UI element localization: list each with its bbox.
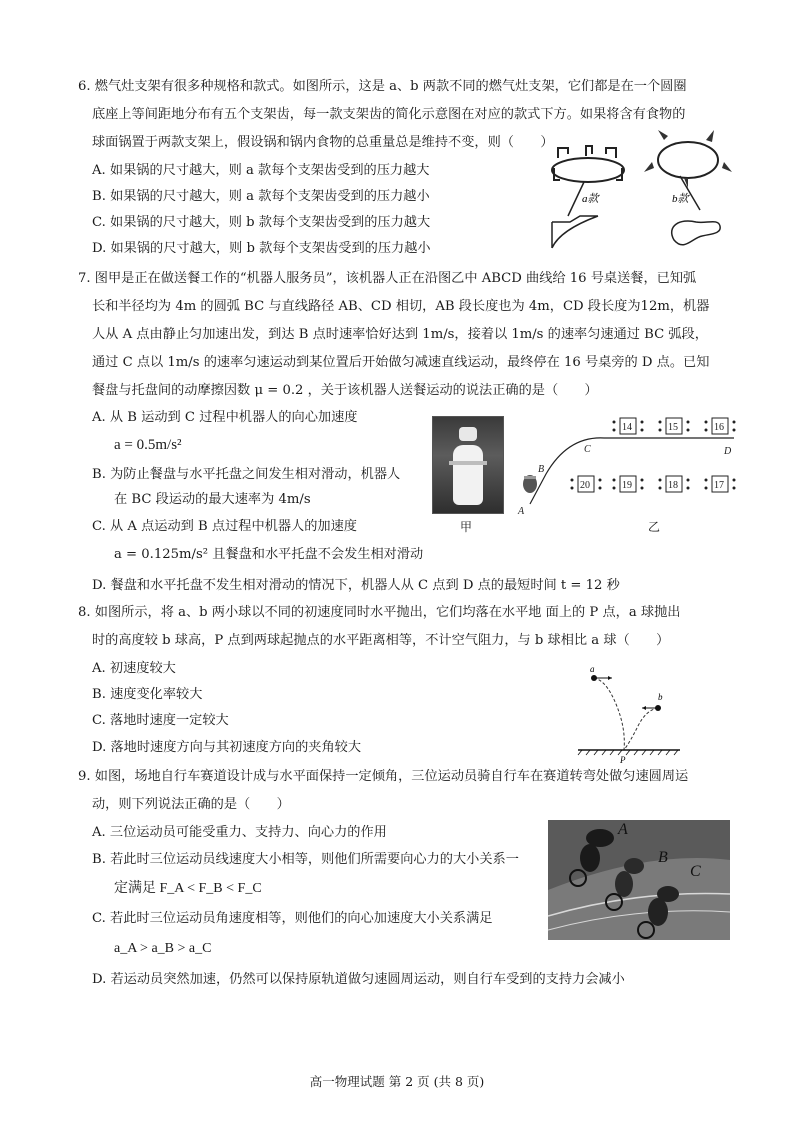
tables-top [613, 418, 736, 434]
q7-stem-line-1: 7. 图甲是正在做送餐工作的“机器人服务员”，该机器人正在沿图乙中 ABCD 曲线给 16 号桌送餐，已知弧 [78, 271, 697, 286]
q8-option-a: A. 初速度较大 [92, 661, 176, 676]
label-ball-b: b [658, 692, 663, 702]
q7-stem-line-3: 人从 A 点由静止匀加速出发，到达 B 点时速率恰好达到 1m/s，接着以 1m/s 的速率匀速通过 BC 弧段， [92, 327, 708, 342]
stand-b-drawing [658, 142, 718, 178]
q9-option-c-line-2: a_A > a_B > a_C [114, 941, 212, 956]
q7-stem-line-2: 长和半径均为 4m 的圆弧 BC 与直线路径 AB、CD 相切，AB 段长度也为 4m，CD 段长度为12m，机器 [92, 299, 710, 314]
label-ball-a: a [590, 664, 595, 674]
stand-b-tooth-sketch [672, 221, 721, 245]
q9-option-d: D. 若运动员突然加速，仍然可以保持原轨道做匀速圆周运动，则自行车受到的支持力会减小 [92, 972, 625, 987]
point-a: A [518, 506, 525, 516]
q9-cycling-photo [548, 820, 730, 940]
table-19 [613, 476, 644, 492]
q6-stem-line-3: 球面锅置于两款支架上，假设锅和锅内食物的总重量总是维持不变，则（ ） [92, 135, 554, 150]
q6-option-c: C. 如果锅的尺寸越大，则 b 款每个支架齿受到的压力越大 [92, 215, 431, 230]
q7-option-b: B. 为防止餐盘与水平托盘之间发生相对滑动，机器人 [92, 467, 401, 482]
table-20 [571, 476, 602, 492]
q7-option-a-formula: a = 0.5m/s² [114, 437, 182, 453]
q8-option-c: C. 落地时速度一定较大 [92, 713, 229, 728]
q7-path-diagram [512, 412, 744, 516]
q7-option-a: A. 从 B 运动到 C 过程中机器人的向心加速度 [92, 410, 358, 425]
label-cyclist-b: B [658, 849, 668, 866]
table-14 [613, 418, 644, 434]
table-17 [705, 476, 736, 492]
q9-option-c: C. 若此时三位运动员角速度相等，则他们的向心加速度大小关系满足 [92, 911, 493, 926]
q7-fig-label-yi: 乙 [648, 520, 661, 534]
q8-stem-line-2: 时的高度较 b 球高，P 点到两球起抛点的水平距离相等，不计空气阻力，与 b 球相比 a 球（ ） [92, 633, 670, 648]
label-b: b款 [672, 193, 689, 205]
label-a: a款 [582, 193, 599, 205]
svg-text:14: 14 [622, 422, 632, 433]
svg-text:17: 17 [714, 480, 724, 491]
robot-icon-small [523, 475, 537, 493]
q7-option-c-line-2: a = 0.125m/s² 且餐盘和水平托盘不会发生相对滑动 [114, 547, 424, 562]
svg-text:18: 18 [668, 480, 678, 491]
q7-stem-line-5: 餐盘与托盘间的动摩擦因数 μ = 0.2 ，关于该机器人送餐运动的说法正确的是（ ） [92, 383, 598, 398]
table-16 [705, 418, 736, 434]
q8-projectile-figure [576, 664, 686, 764]
point-c: C [584, 444, 591, 455]
page-footer: 高一物理试题 第 2 页 (共 8 页) [309, 1074, 485, 1089]
q8-option-b: B. 速度变化率较大 [92, 687, 203, 702]
stand-a-drawing [552, 146, 624, 182]
q6-option-a: A. 如果锅的尺寸越大，则 a 款每个支架齿受到的压力越大 [92, 163, 430, 178]
robot-head [459, 427, 477, 441]
label-point-p: P [620, 755, 626, 764]
q6-option-d: D. 如果锅的尺寸越大，则 b 款每个支架齿受到的压力越小 [92, 241, 431, 256]
robot-body [453, 445, 483, 505]
q7-fig-label-jia: 甲 [460, 520, 473, 534]
q6-stem-line-2: 底座上等间距地分布有五个支架齿，每一款支架齿的简化示意图在对应的款式下方。如果将含有食物的 [92, 107, 686, 122]
label-cyclist-c: C [690, 863, 701, 880]
q9-stem-line-2: 动，则下列说法正确的是（ ） [92, 797, 290, 812]
q6-stove-stand-figure [546, 130, 746, 250]
point-b: B [538, 464, 545, 475]
q7-option-c: C. 从 A 点运动到 B 点过程中机器人的加速度 [92, 519, 357, 534]
q6-stem-line-1: 6. 燃气灶支架有很多种规格和款式。如图所示，这是 a、b 两款不同的燃气灶支架，它们都是在一个圆圈 [78, 79, 687, 94]
robot-photo [432, 416, 504, 514]
q9-option-b: B. 若此时三位运动员线速度大小相等，则他们所需要向心力的大小关系一 [92, 852, 519, 867]
svg-text:16: 16 [714, 422, 724, 433]
robot-tray [449, 461, 487, 465]
trajectory-a [594, 678, 624, 750]
q8-option-d: D. 落地时速度方向与其初速度方向的夹角较大 [92, 740, 362, 755]
q6-option-b: B. 如果锅的尺寸越大，则 a 款每个支架齿受到的压力越小 [92, 189, 430, 204]
table-15 [659, 418, 690, 434]
q9-stem-line-1: 9. 如图，场地自行车赛道设计成与水平面保持一定倾角，三位运动员骑自行车在赛道转弯处做匀速圆周运 [78, 769, 689, 784]
trajectory-b [624, 708, 658, 750]
point-d: D [724, 446, 732, 457]
table-18 [659, 476, 690, 492]
q8-stem-line-1: 8. 如图所示，将 a、b 两小球以不同的初速度同时水平抛出，它们均落在水平地 面上的 P 点，a 球抛出 [78, 605, 681, 620]
svg-text:20: 20 [580, 480, 590, 491]
q7-stem-line-4: 通过 C 点以 1m/s 的速率匀速运动到某位置后开始做匀减速直线运动，最终停在 16 号桌旁的 D 点。已知 [92, 355, 710, 370]
label-cyclist-a: A [618, 821, 628, 838]
tables-bottom [571, 476, 736, 492]
svg-text:19: 19 [622, 480, 632, 491]
q9-option-a: A. 三位运动员可能受重力、支持力、向心力的作用 [92, 825, 387, 840]
q9-option-b-line-2: 定满足 F_A < F_B < F_C [114, 881, 262, 896]
svg-text:15: 15 [668, 422, 678, 433]
stand-a-tooth-sketch [552, 216, 598, 248]
q7-option-b-line-2: 在 BC 段运动的最大速率为 4m/s [114, 492, 311, 507]
path-abcd [530, 438, 734, 504]
q7-option-d: D. 餐盘和水平托盘不发生相对滑动的情况下，机器人从 C 点到 D 点的最短时间 t = 12 秒 [92, 578, 620, 593]
